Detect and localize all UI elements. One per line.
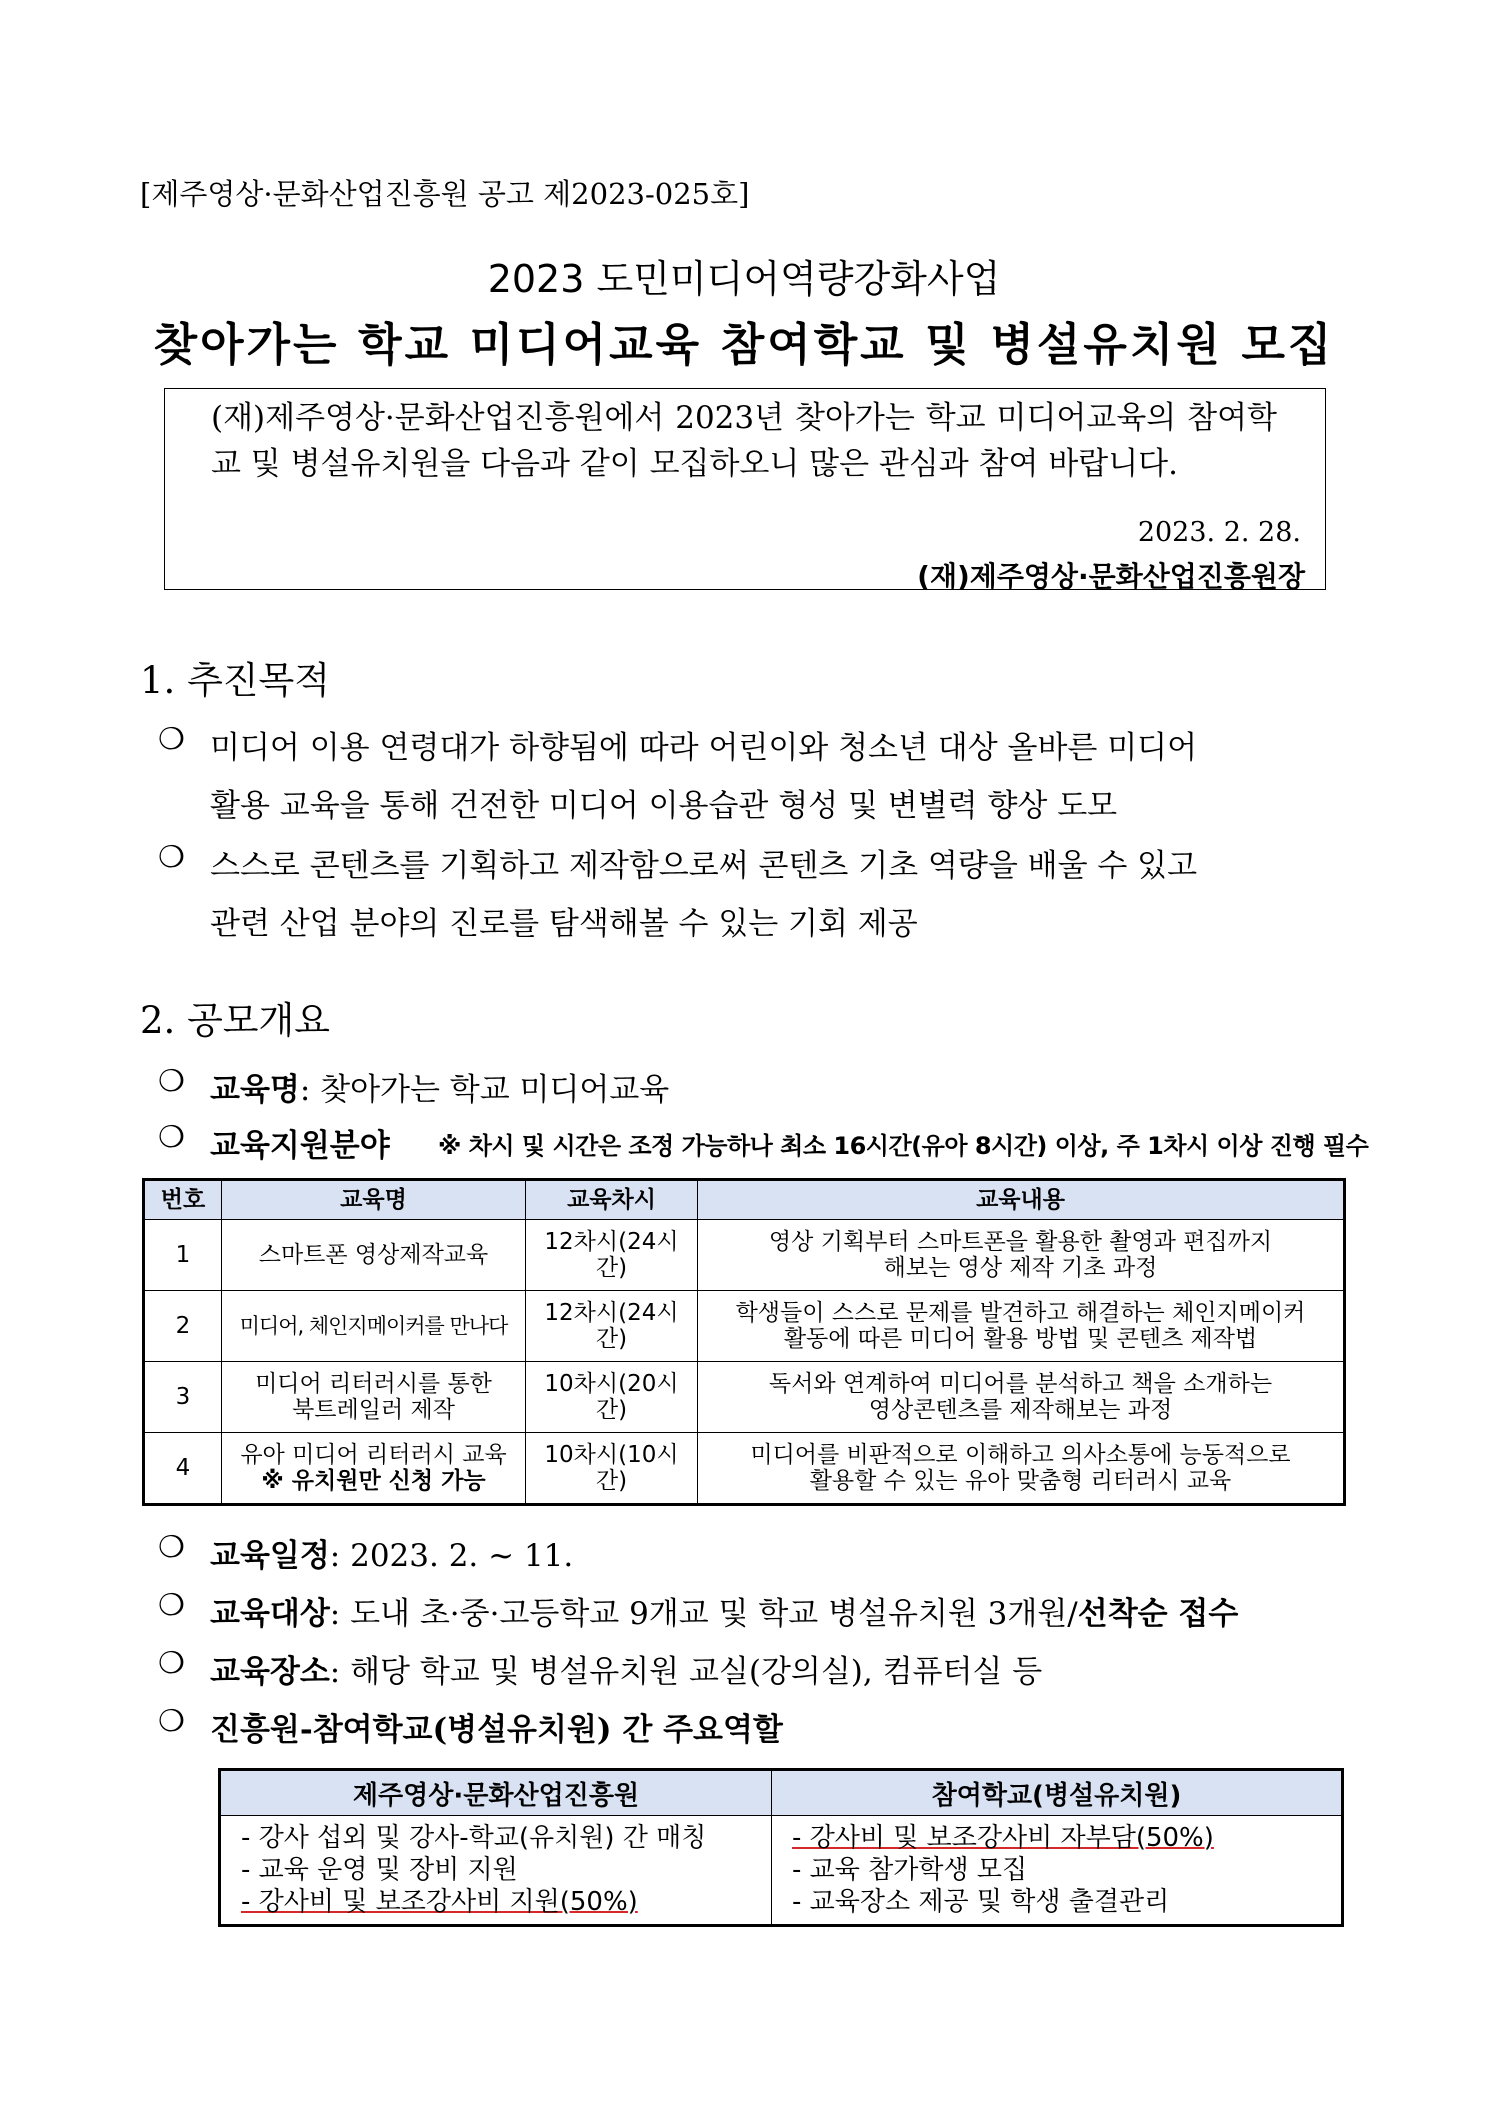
subtitle: 2023 도민미디어역량강화사업 — [487, 257, 1001, 301]
circle-bullet-icon: ❍ — [158, 1588, 185, 1623]
circle-bullet-icon: ❍ — [158, 1530, 185, 1565]
row-name: 유아 미디어 리터러시 교육 ※ 유치원만 신청 가능 — [222, 1433, 526, 1505]
roles-heading: 진흥원-참여학교(병설유치원) 간 주요역할 — [210, 1712, 783, 1748]
place-value: : 해당 학교 및 병설유치원 교실(강의실), 컴퓨터실 등 — [329, 1654, 1043, 1690]
roles-left-cell — [220, 1816, 772, 1926]
roles-right-header: 참여학교(병설유치원) — [772, 1770, 1343, 1816]
list-item: - 교육 참가학생 모집 — [792, 1855, 1028, 1885]
table-row — [144, 1291, 1345, 1362]
table-row — [144, 1220, 1345, 1291]
row-sessions: 12차시(24시간) — [526, 1220, 698, 1291]
row-content: 미디어를 비판적으로 이해하고 의사소통에 능동적으로 활용할 수 있는 유아 맞춤형 리터러시 교육 — [698, 1433, 1345, 1505]
circle-bullet-icon: ❍ — [158, 722, 185, 757]
section1-heading: 1. 추진목적 — [140, 659, 331, 702]
section2-heading: 2. 공모개요 — [140, 999, 331, 1042]
roles-left-header: 제주영상·문화산업진흥원 — [220, 1770, 772, 1816]
notice-number: [제주영상·문화산업진흥원 공고 제2023-025호] — [140, 177, 750, 211]
table-row — [144, 1362, 1345, 1433]
edu-name-label: 교육명 — [210, 1072, 300, 1108]
circle-bullet-icon: ❍ — [158, 840, 185, 875]
row-name: 미디어, 체인지메이커를 만나다 — [222, 1291, 526, 1362]
row-sessions: 10차시(20시간) — [526, 1362, 698, 1433]
list-item: - 강사비 및 보조강사비 자부담(50%) — [792, 1823, 1214, 1853]
row-no: 3 — [144, 1362, 222, 1433]
intro-org: (재)제주영상·문화산업진흥원장 — [917, 560, 1305, 593]
circle-bullet-icon: ❍ — [158, 1064, 185, 1099]
circle-bullet-icon: ❍ — [158, 1704, 185, 1739]
list-item: - 강사 섭외 및 강사-학교(유치원) 간 매칭 — [241, 1823, 707, 1853]
row-content: 학생들이 스스로 문제를 발견하고 해결하는 체인지메이커 활동에 따른 미디어 활용 방법 및 콘텐츠 제작법 — [698, 1291, 1345, 1362]
row-name: 스마트폰 영상제작교육 — [222, 1220, 526, 1291]
roles-right-cell — [772, 1816, 1343, 1926]
bullet-text: 미디어 이용 연령대가 하향됨에 따라 어린이와 청소년 대상 올바른 미디어 — [210, 730, 1198, 766]
row-name: 미디어 리터러시를 통한 북트레일러 제작 — [222, 1362, 526, 1433]
header-sessions: 교육차시 — [526, 1180, 698, 1220]
intro-box — [164, 388, 1326, 593]
table-header-row — [144, 1180, 1345, 1220]
row-no: 2 — [144, 1291, 222, 1362]
row-no: 1 — [144, 1220, 222, 1291]
roles-table — [218, 1768, 1344, 1927]
circle-bullet-icon: ❍ — [158, 1120, 185, 1155]
bullet-text: 스스로 콘텐츠를 기획하고 제작함으로써 콘텐츠 기초 역량을 배울 수 있고 — [210, 848, 1198, 884]
edu-name-value: : 찾아가는 학교 미디어교육 — [299, 1072, 670, 1108]
roles-header-row — [220, 1770, 1343, 1816]
target-emphasis: 선착순 접수 — [1077, 1596, 1239, 1632]
roles-body-row — [220, 1816, 1343, 1926]
row-sessions: 12차시(24시간) — [526, 1291, 698, 1362]
edu-field-label: 교육지원분야 — [210, 1128, 390, 1164]
table-row — [144, 1433, 1345, 1505]
bullet-text-continued: 활용 교육을 통해 건전한 미디어 이용습관 형성 및 변별력 향상 도모 — [210, 788, 1118, 824]
edu-field-note: ※ 차시 및 시간은 조정 가능하나 최소 16시간(유아 8시간) 이상, 주 1차시 이상 진행 필수 — [438, 1132, 1369, 1160]
list-item: - 강사비 및 보조강사비 지원(50%) — [241, 1887, 638, 1917]
schedule-value: : 2023. 2. ~ 11. — [329, 1538, 574, 1574]
intro-date: 2023. 2. 28. — [1137, 517, 1301, 548]
target-value: : 도내 초·중·고등학교 9개교 및 학교 병설유치원 3개원/ — [329, 1596, 1078, 1632]
bullet-text-continued: 관련 산업 분야의 진로를 탐색해볼 수 있는 기회 제공 — [210, 906, 918, 942]
place-label: 교육장소 — [210, 1654, 330, 1690]
row-sessions: 10차시(10시간) — [526, 1433, 698, 1505]
row-content: 독서와 연계하여 미디어를 분석하고 책을 소개하는 영상콘텐츠를 제작해보는 과정 — [698, 1362, 1345, 1433]
schedule-label: 교육일정 — [210, 1538, 330, 1574]
list-item: - 교육장소 제공 및 학생 출결관리 — [792, 1887, 1170, 1917]
row-no: 4 — [144, 1433, 222, 1505]
target-label: 교육대상 — [210, 1596, 330, 1632]
intro-text: (재)제주영상·문화산업진흥원에서 2023년 찾아가는 학교 미디어교육의 참여학교 및 병설유치원을 다음과 같이 모집하오니 많은 관심과 참여 바랍니다. — [211, 400, 1277, 482]
page-title: 찾아가는 학교 미디어교육 참여학교 및 병설유치원 모집 — [153, 318, 1335, 371]
education-table — [142, 1178, 1346, 1506]
header-no: 번호 — [144, 1180, 222, 1220]
header-name: 교육명 — [222, 1180, 526, 1220]
list-item: - 교육 운영 및 장비 지원 — [241, 1855, 518, 1885]
circle-bullet-icon: ❍ — [158, 1646, 185, 1681]
header-content: 교육내용 — [698, 1180, 1345, 1220]
row-content: 영상 기획부터 스마트폰을 활용한 촬영과 편집까지 해보는 영상 제작 기초 과정 — [698, 1220, 1345, 1291]
